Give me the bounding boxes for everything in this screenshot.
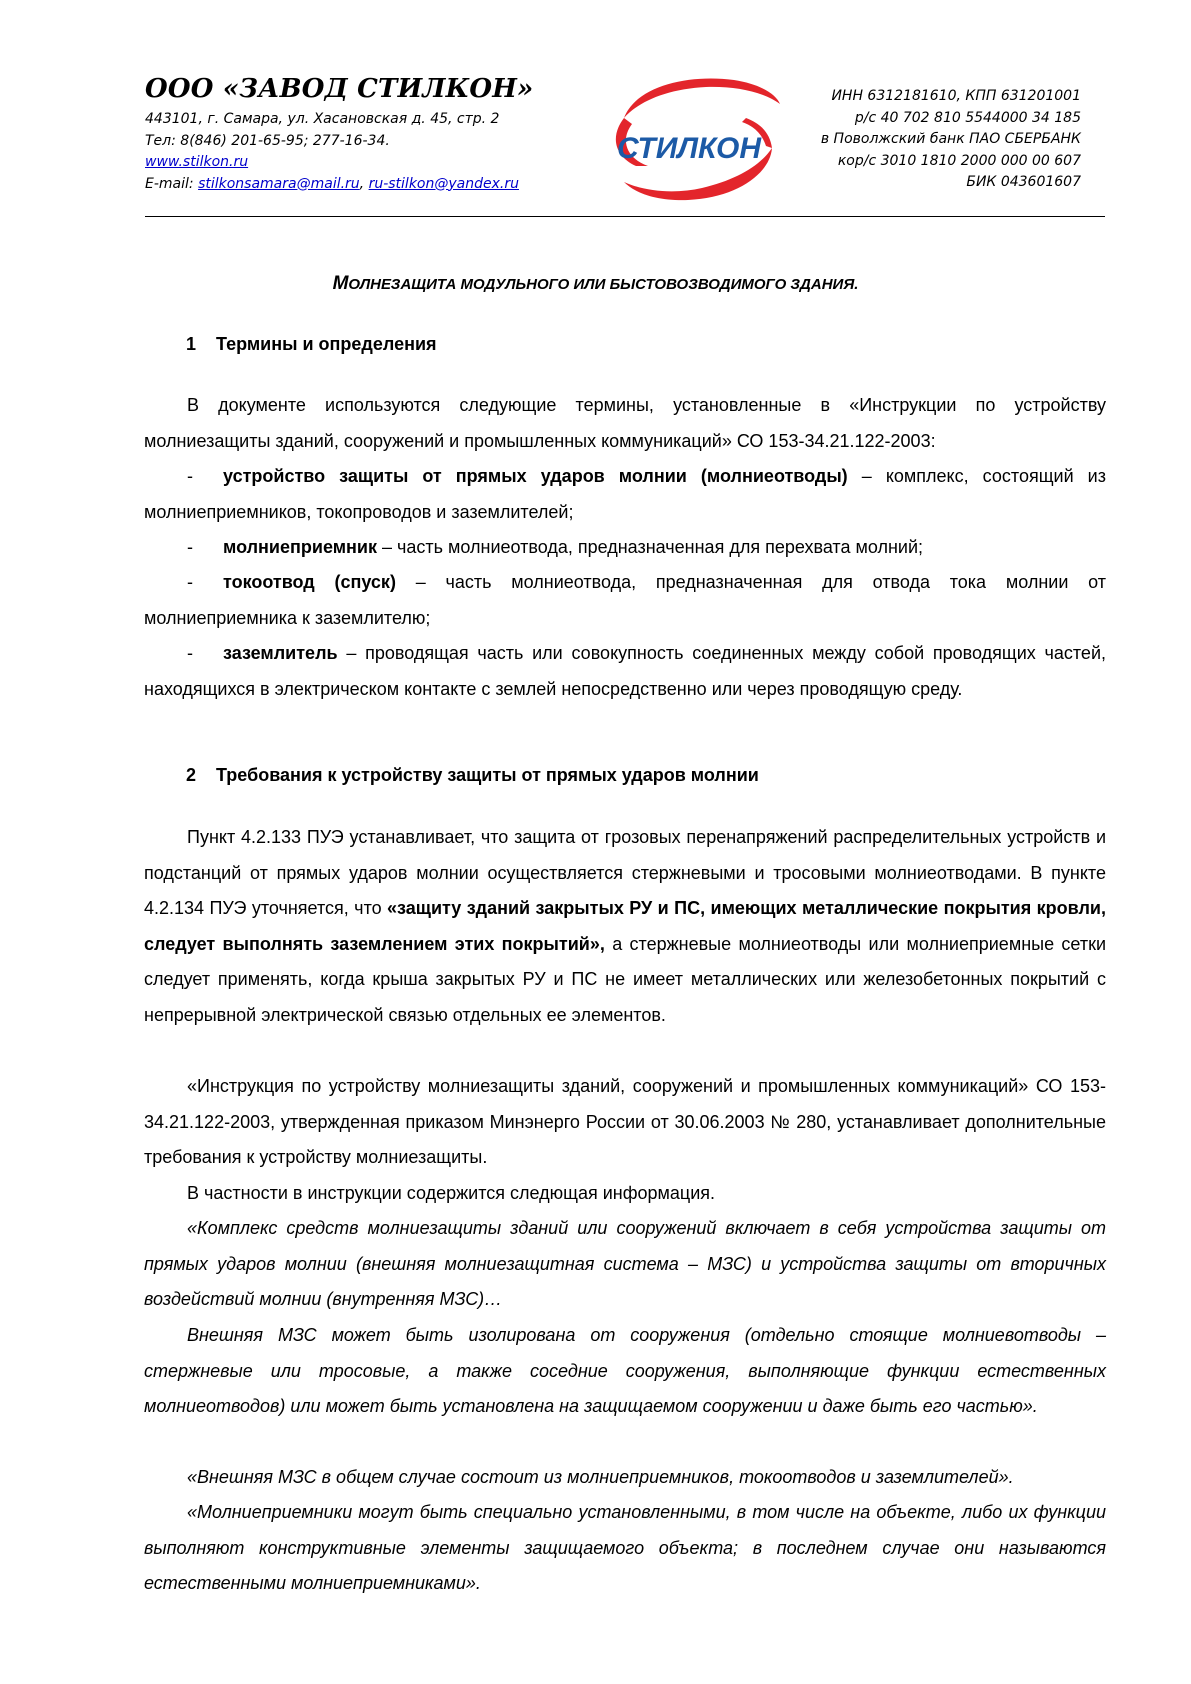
email-line bbox=[145, 174, 565, 196]
logo-swoosh-top bbox=[624, 79, 780, 118]
logo-text: СТИЛКОН bbox=[616, 132, 762, 165]
company-name: ООО «ЗАВОД СТИЛКОН» bbox=[145, 74, 534, 104]
company-phone: Тел: 8(846) 201-65-95; 277-16-34. bbox=[145, 132, 390, 149]
email-link-2[interactable]: ru-stilkon@yandex.ru bbox=[368, 175, 519, 192]
term-item-2 bbox=[144, 530, 1106, 566]
header-divider bbox=[145, 216, 1105, 217]
bullet-dash: - bbox=[187, 572, 193, 592]
settlement-account: р/с 40 702 810 5544000 34 185 bbox=[854, 109, 1081, 126]
quote-paragraph-2: Внешняя МЗС может быть изолирована от сооружения (отдельно стоящие молниевотводы – стержневые или тросовые, а также соседние сооружения, выполняющие функции естественных молниеотводов) или может быть установлена на защищаемом сооружении и даже быть его частью». bbox=[144, 1325, 1106, 1416]
quoted-requirement: «защиту зданий закрытых РУ и ПС, имеющих металлические покрытия кровли, следует выполнять заземлением этих покрытий», bbox=[144, 898, 1106, 954]
bullet-dash: - bbox=[187, 537, 193, 557]
term-item-3 bbox=[144, 565, 1106, 636]
term-item-4 bbox=[144, 636, 1106, 707]
term-name: устройство защиты от прямых ударов молнии (молниеотводы) bbox=[223, 466, 848, 486]
email-separator: , bbox=[359, 175, 369, 192]
term-name: токоотвод (спуск) bbox=[223, 572, 396, 592]
website-link[interactable]: www.stilkon.ru bbox=[145, 154, 249, 170]
quote-paragraph-4: «Молниеприемники могут быть специально установленными, в том числе на объекте, либо их функции выполняют конструктивные элементы защищаемого объекта; в последнем случае они называются естественными молниеприемниками». bbox=[144, 1502, 1106, 1593]
paragraph-text: Пункт 4.2.133 ПУЭ устанавливает, что защита от грозовых перенапряжений распределительных устройств и подстанций от прямых ударов молнии осуществляется стержневыми и тросовыми молниеотводами. В пункте 4.2.134 ПУЭ уточняется, что bbox=[144, 827, 1106, 918]
correspondent-account: кор/с 3010 1810 2000 000 00 607 bbox=[837, 152, 1081, 169]
quote-paragraph-1: «Комплекс средств молниезащиты зданий или сооружений включает в себя устройства защиты от прямых ударов молнии (внешняя молниезащитная система – МЗС) и устройства защиты от вторичных воздействий молнии (внутренняя МЗС)… bbox=[144, 1218, 1106, 1309]
section-1-title: Термины и определения bbox=[216, 334, 437, 354]
term-definition: – комплекс, состоящий из молниеприемников, токопроводов и заземлителей; bbox=[144, 466, 1106, 522]
term-definition: – проводящая часть или совокупность соединенных между собой проводящих частей, находящихся в электрическом контакте с землей непосредственно или через проводящую среду. bbox=[144, 643, 1106, 699]
term-definition: – часть молниеотвода, предназначенная для перехвата молний; bbox=[376, 537, 924, 557]
bullet-dash: - bbox=[187, 466, 193, 486]
section-2-paragraph-3: В частности в инструкции содержится следющая информация. bbox=[187, 1183, 716, 1203]
term-item-1 bbox=[144, 459, 1106, 530]
section-2-paragraph-1 bbox=[144, 820, 1106, 1033]
title-first-letter: М bbox=[332, 273, 349, 294]
section-1-heading bbox=[186, 332, 437, 356]
section-2-title: Требования к устройству защиты от прямых ударов молнии bbox=[216, 765, 759, 785]
title-rest: ОЛНЕЗАЩИТА МОДУЛЬНОГО ИЛИ БЫСТОВОЗВОДИМОГО ЗДАНИЯ. bbox=[348, 276, 859, 293]
term-definition: – часть молниеотвода, предназначенная для отвода тока молнии от молниеприемника к заземлителю; bbox=[144, 572, 1106, 628]
document-title bbox=[0, 271, 1191, 298]
section-1-intro: В документе используются следующие термины, установленные в «Инструкции по устройству молниезащиты зданий, сооружений и промышленных коммуникаций» СО 153-34.21.122-2003: bbox=[144, 395, 1106, 451]
quote-paragraph-3: «Внешняя МЗС в общем случае состоит из молниеприемников, токоотводов и заземлителей». bbox=[187, 1467, 1014, 1487]
bank-details bbox=[821, 86, 1081, 194]
section-2-heading bbox=[186, 763, 759, 787]
company-details bbox=[145, 74, 565, 195]
section-1-number: 1 bbox=[186, 334, 197, 354]
section-2-number: 2 bbox=[186, 765, 197, 785]
inn-kpp: ИНН 6312181610, КПП 631201001 bbox=[831, 88, 1081, 104]
term-name: молниеприемник bbox=[223, 537, 377, 557]
section-2-paragraph-2: «Инструкция по устройству молниезащиты зданий, сооружений и промышленных коммуникаций» СО 153-34.21.122-2003, утвержденная приказом Минэнерго России от 30.06.2003 № 280, устанавливает дополнительные требования к устройству молниезащиты. bbox=[144, 1076, 1106, 1167]
bik: БИК 043601607 bbox=[966, 174, 1081, 190]
company-logo bbox=[596, 74, 782, 202]
email-label: E-mail: bbox=[145, 175, 199, 192]
bank-name: в Поволжский банк ПАО СБЕРБАНК bbox=[820, 131, 1081, 147]
term-name: заземлитель bbox=[223, 643, 338, 663]
email-link-1[interactable]: stilkonsamara@mail.ru bbox=[198, 175, 360, 192]
company-address: 443101, г. Самара, ул. Хасановская д. 45, стр. 2 bbox=[145, 111, 500, 127]
bullet-dash: - bbox=[187, 643, 193, 663]
paragraph-text-continued: а стержневые молниеотводы или молниеприемные сетки следует применять, когда крыша закрытых РУ и ПС не имеет металлических или железобетонных покрытий с непрерывной электрической связью отдельных ее элементов. bbox=[144, 933, 1106, 1025]
